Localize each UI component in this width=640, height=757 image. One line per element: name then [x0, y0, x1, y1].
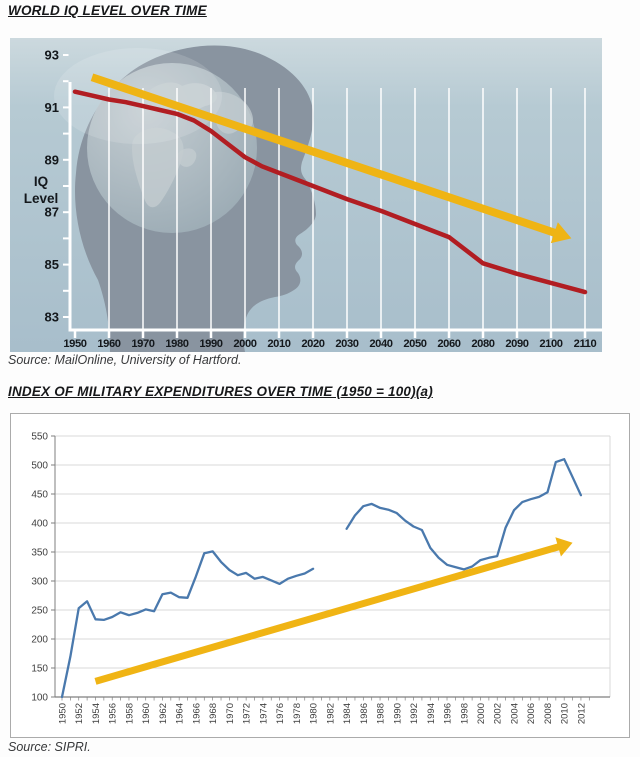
x-tick-label: 2100	[539, 338, 563, 350]
x-tick-label: 1950	[57, 703, 69, 725]
x-tick-label: 1968	[208, 703, 220, 725]
x-tick-label: 2008	[542, 703, 554, 725]
svg-text:Level: Level	[23, 191, 59, 206]
x-tick-label: 2050	[403, 338, 427, 350]
y-tick-label: 93	[44, 47, 59, 63]
x-tick-label: 1970	[224, 703, 236, 725]
military-expenditures-chart	[10, 413, 630, 738]
x-tick-label: 1982	[325, 703, 337, 725]
x-tick-label: 2080	[471, 338, 495, 350]
chart2-frame	[11, 414, 630, 738]
y-tick-label: 150	[31, 663, 48, 675]
x-tick-label: 1980	[165, 338, 189, 350]
y-tick-label: 89	[44, 152, 59, 168]
x-tick-label: 1972	[241, 703, 253, 725]
x-tick-label: 2006	[526, 703, 538, 725]
y-tick-label: 87	[44, 204, 59, 220]
x-tick-label: 2020	[301, 338, 325, 350]
y-tick-label: 350	[31, 547, 48, 559]
x-tick-label: 1994	[425, 703, 437, 725]
x-tick-label: 1974	[258, 703, 270, 725]
x-tick-label: 2090	[505, 338, 529, 350]
x-tick-label: 1988	[375, 703, 387, 725]
y-tick-label: 500	[31, 460, 48, 472]
x-tick-label: 1984	[342, 703, 354, 725]
x-tick-label: 1954	[90, 703, 102, 725]
chart2-title: INDEX OF MILITARY EXPENDITURES OVER TIME (1950 = 100)(a)	[8, 384, 433, 399]
y-tick-label: 85	[44, 257, 59, 273]
y-tick-label: 450	[31, 489, 48, 501]
chart1-title: WORLD IQ LEVEL OVER TIME	[8, 3, 207, 18]
svg-text:IQ: IQ	[33, 174, 49, 189]
y-tick-label: 91	[44, 99, 59, 115]
x-tick-label: 1980	[308, 703, 320, 725]
x-tick-label: 2060	[437, 338, 461, 350]
x-tick-label: 1950	[63, 338, 87, 350]
x-tick-label: 2000	[476, 703, 487, 725]
x-tick-label: 1992	[409, 703, 421, 725]
x-tick-label: 1990	[392, 703, 404, 725]
y-tick-label: 300	[31, 576, 48, 588]
x-tick-label: 1964	[174, 703, 186, 725]
x-tick-label: 1960	[97, 338, 121, 350]
x-tick-label: 2000	[233, 338, 257, 350]
x-tick-label: 2002	[492, 703, 504, 725]
y-tick-label: 200	[31, 634, 48, 646]
x-tick-label: 2010	[267, 338, 291, 350]
x-tick-label: 2004	[509, 703, 521, 725]
x-tick-label: 1986	[358, 703, 370, 725]
y-tick-label: 550	[31, 431, 48, 443]
x-tick-label: 2030	[335, 338, 359, 350]
x-tick-label: 1976	[275, 703, 287, 725]
x-tick-label: 2110	[573, 338, 597, 350]
x-tick-label: 1996	[442, 703, 454, 725]
x-tick-label: 1958	[124, 703, 136, 725]
x-tick-label: 1962	[157, 703, 169, 725]
chart2-source: Source: SIPRI.	[8, 740, 91, 754]
x-tick-label: 1970	[131, 338, 155, 350]
x-tick-label: 1990	[199, 338, 223, 350]
y-tick-label: 83	[44, 309, 59, 325]
y-tick-label: 250	[31, 605, 48, 617]
x-tick-label: 2040	[369, 338, 393, 350]
y-tick-label: 100	[31, 692, 48, 704]
x-tick-label: 1966	[191, 703, 203, 725]
x-tick-label: 1956	[107, 703, 119, 725]
x-tick-label: 2010	[559, 703, 571, 725]
x-tick-label: 1952	[74, 703, 86, 725]
x-tick-label: 1960	[141, 703, 153, 725]
chart1-source: Source: MailOnline, University of Hartford.	[8, 353, 242, 367]
x-tick-label: 1998	[459, 703, 471, 725]
y-tick-label: 400	[31, 518, 48, 530]
x-tick-label: 1978	[291, 703, 303, 725]
world-iq-chart	[10, 38, 602, 352]
x-tick-label: 2012	[576, 703, 588, 725]
